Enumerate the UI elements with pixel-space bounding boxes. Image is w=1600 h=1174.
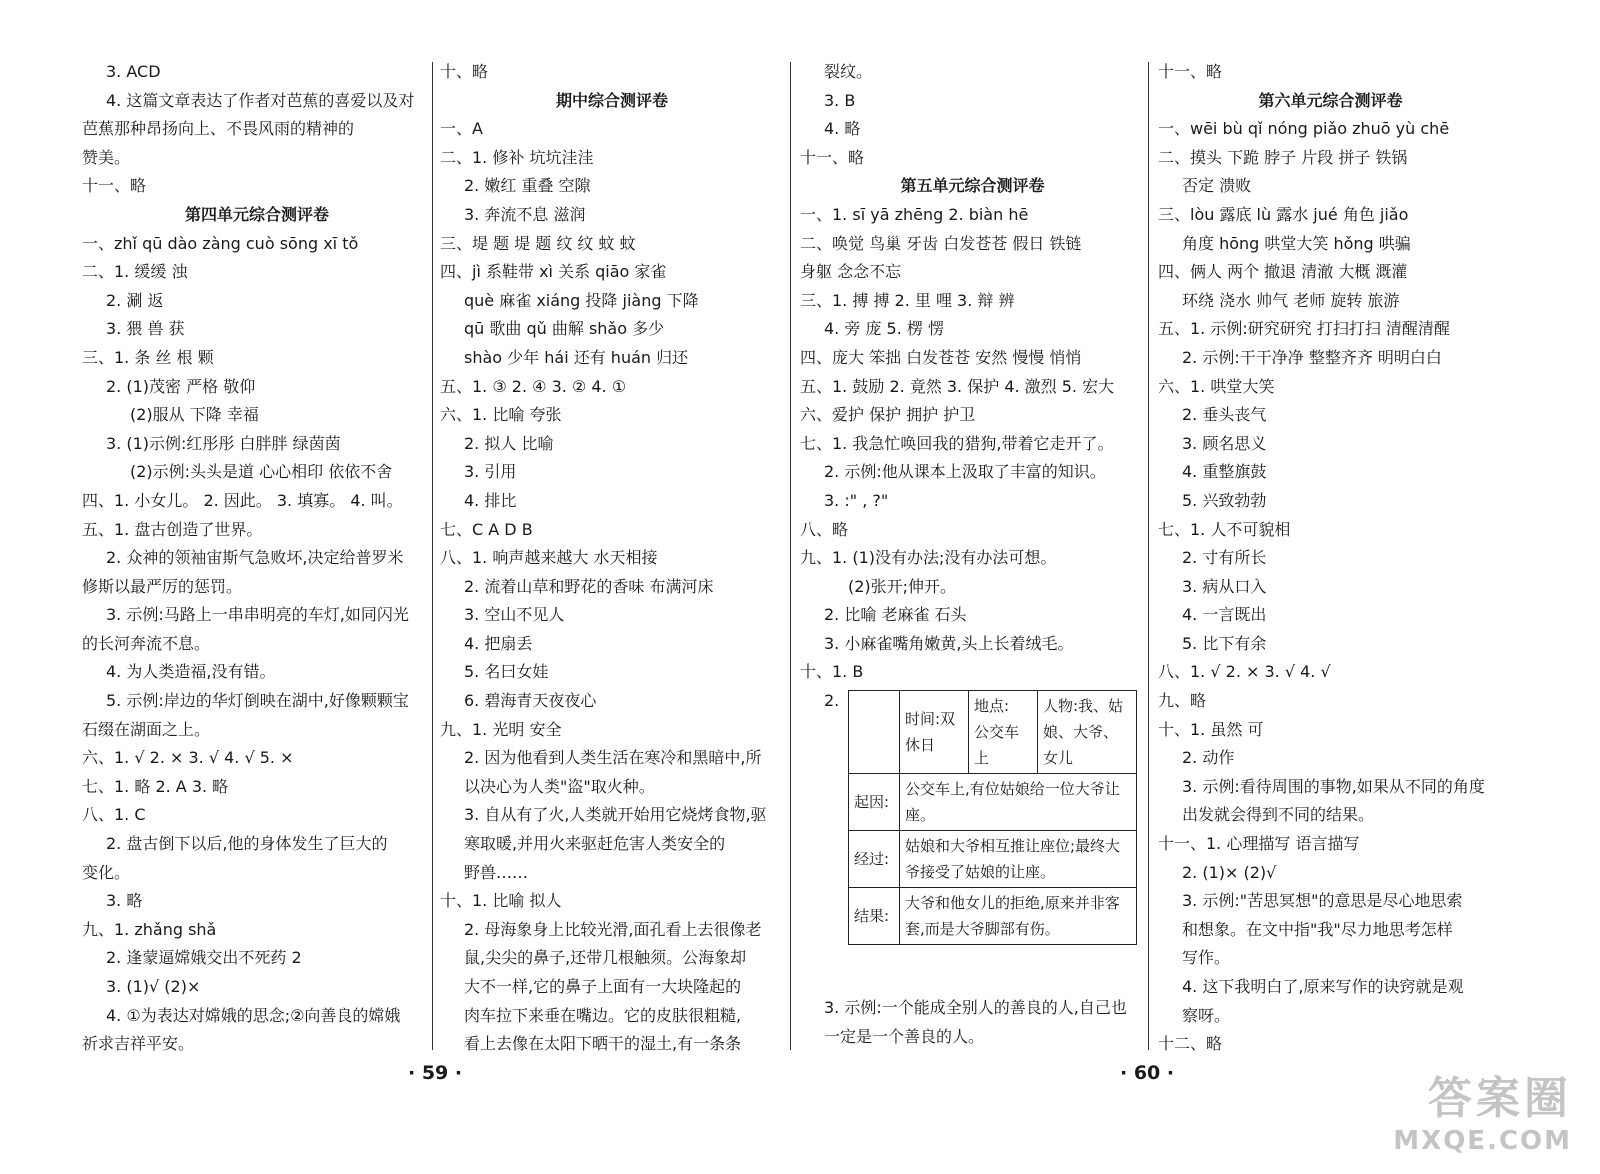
answer-line: 2. 逢蒙逼嫦娥交出不死药 2 xyxy=(106,948,302,968)
answer-line: 八、1. 响声越来越大 水天相接 xyxy=(440,548,658,568)
answer-line: 2. 流着山草和野花的香味 布满河床 xyxy=(464,576,714,596)
answer-line: 2. 嫩红 重叠 空隙 xyxy=(464,176,591,196)
answer-line: 八、1. √ 2. × 3. √ 4. √ xyxy=(1158,662,1331,682)
answer-line: 野兽…… xyxy=(464,862,529,882)
answer-line: 十、1. 虽然 可 xyxy=(1158,719,1264,739)
answer-line: 一、zhǐ qū dào zàng cuò sōng xī tǒ xyxy=(82,233,359,253)
answer-line: 环绕 浇水 帅气 老师 旋转 旅游 xyxy=(1182,290,1400,310)
answer-line: 4. 这下我明白了,原来写作的诀窍就是观 xyxy=(1182,977,1464,996)
answer-line: 七、1. 略 2. A 3. 略 xyxy=(82,776,229,796)
answer-line: 四、1. 小女儿。 2. 因此。 3. 填寡。 4. 叫。 xyxy=(82,490,403,510)
answer-line: 6. 碧海青天夜夜心 xyxy=(464,691,597,711)
answer-line: 裂纹。 xyxy=(824,62,873,81)
column-divider xyxy=(790,62,791,1050)
section-title: 第四单元综合测评卷 xyxy=(184,204,329,224)
answer-line: 六、爱护 保护 拥护 护卫 xyxy=(800,405,976,425)
answer-line: 4. 略 xyxy=(824,119,861,139)
answer-line: 九、1. zhǎng shǎ xyxy=(82,919,217,939)
answer-line: 2. xyxy=(824,691,840,711)
watermark-url: MXQE.COM xyxy=(1393,1126,1572,1156)
answer-line: 角度 hōng 哄堂大笑 hǒng 哄骗 xyxy=(1182,233,1411,253)
answer-line: 九、1. 光明 安全 xyxy=(440,719,562,739)
answer-line: 3. (1)√ (2)× xyxy=(106,977,201,996)
table-place-value: 公交车上 xyxy=(974,723,1020,767)
answer-line: 一定是一个善良的人。 xyxy=(824,1026,985,1046)
answer-line: 3. 小麻雀嘴角嫩黄,头上长着绒毛。 xyxy=(824,633,1074,653)
answer-line: 3. 病从口入 xyxy=(1182,576,1267,596)
answer-line: 修斯以最严厉的惩罚。 xyxy=(82,576,243,596)
column-divider xyxy=(1148,62,1149,1050)
table-result: 大爷和他女儿的拒绝,原来并非客套,而是大爷脚部有伤。 xyxy=(900,888,1137,945)
answer-line: 四、庞大 笨拙 白发苍苍 安然 慢慢 悄悄 xyxy=(800,347,1082,367)
answer-line: 芭蕉那种昂扬向上、不畏风雨的精神的 xyxy=(82,119,355,139)
table-result-label: 结果: xyxy=(849,888,900,945)
answer-line: 祈求吉祥平安。 xyxy=(82,1034,195,1054)
answer-line: 3. 顾名思义 xyxy=(1182,433,1267,453)
answer-line: 九、1. (1)没有办法;没有办法可想。 xyxy=(800,548,1057,568)
answer-line: 4. 重整旗鼓 xyxy=(1182,462,1267,482)
answer-line: (2)示例:头头是道 心心相印 依依不舍 xyxy=(130,462,393,482)
watermark xyxy=(1393,1062,1572,1156)
answer-line: 五、1. 鼓励 2. 竟然 3. 保护 4. 激烈 5. 宏大 xyxy=(800,376,1115,396)
answer-line: 3. :" , ?" xyxy=(824,490,889,510)
section-title: 第六单元综合测评卷 xyxy=(1258,90,1403,110)
answer-line: 5. 兴致勃勃 xyxy=(1182,490,1267,510)
answer-line: 4. 为人类造福,没有错。 xyxy=(106,662,276,682)
answer-line: 2. 示例:他从课本上汲取了丰富的知识。 xyxy=(824,462,1106,482)
answer-line: 和想象。在文中指"我"尽力地思考怎样 xyxy=(1182,919,1453,939)
answer-line: 3. B xyxy=(824,90,856,110)
column-3 xyxy=(800,58,1145,716)
answer-line: 十一、略 xyxy=(800,147,865,167)
answer-line: (2)服从 下降 幸福 xyxy=(130,405,259,425)
column-4 xyxy=(1158,58,1503,1059)
answer-line: qū 歌曲 qǔ 曲解 shǎo 多少 xyxy=(464,319,665,339)
answer-line: 写作。 xyxy=(1182,948,1231,968)
answer-line: 2. (1)茂密 严格 敬仰 xyxy=(106,376,256,396)
answer-line: 3. 猥 兽 获 xyxy=(106,319,185,339)
answer-line: 十一、略 xyxy=(1158,62,1223,81)
page-number-right: · 60 · xyxy=(1120,1062,1175,1084)
answer-line: 3. ACD xyxy=(106,62,161,81)
answer-line: 二、1. 缓缓 浊 xyxy=(82,262,188,282)
answer-line: 石缀在湖面之上。 xyxy=(82,719,211,739)
answer-line: 八、1. C xyxy=(82,805,146,825)
answer-line: 二、唤觉 鸟巢 牙齿 白发苍苍 假日 铁链 xyxy=(800,233,1082,253)
answer-line: 鼠,尖尖的鼻子,还带几根触须。公海象却 xyxy=(464,948,747,968)
answer-line: 3. 引用 xyxy=(464,462,517,482)
answer-line: 一、1. sī yā zhēng 2. biàn hē xyxy=(800,204,1029,224)
answer-line: 四、俩人 两个 撤退 清澈 大概 溉灌 xyxy=(1158,262,1408,282)
answer-line: shào 少年 hái 还有 huán 归还 xyxy=(464,347,689,367)
answer-line: 三、1. 搏 搏 2. 里 哩 3. 辩 辨 xyxy=(800,290,1015,310)
answer-line: 2. 因为他看到人类生活在寒冷和黑暗中,所 xyxy=(464,748,762,768)
table-time: 时间:双休日 xyxy=(900,691,969,774)
column-divider xyxy=(432,62,433,1050)
answer-line: 肉车拉下来垂在嘴边。它的皮肤很粗糙, xyxy=(464,1005,742,1025)
answer-line: 3. 示例:马路上一串串明亮的车灯,如同闪光 xyxy=(106,605,409,625)
answer-line: 的长河奔流不息。 xyxy=(82,633,211,653)
answer-line: 5. 示例:岸边的华灯倒映在湖中,好像颗颗宝 xyxy=(106,691,409,711)
answer-line: 看上去像在太阳下晒干的湿土,有一条条 xyxy=(464,1034,742,1054)
answer-line: 三、lòu 露底 lù 露水 jué 角色 jiǎo xyxy=(1158,204,1409,224)
page-number-left: · 59 · xyxy=(408,1062,463,1084)
answer-line: 2. 涮 返 xyxy=(106,290,164,310)
answer-line: 十二、略 xyxy=(1158,1034,1223,1054)
answer-line: 4. ①为表达对嫦娥的思念;②向善良的嫦娥 xyxy=(106,1005,401,1025)
answer-line: 出发就会得到不同的结果。 xyxy=(1182,805,1375,825)
answer-line: 二、1. 修补 坑坑洼洼 xyxy=(440,147,594,167)
answer-line: 寒取暖,并用火来驱赶危害人类安全的 xyxy=(464,834,726,854)
answer-line: 2. 示例:干干净净 整整齐齐 明明白白 xyxy=(1182,347,1442,367)
answer-line: 3. 奔流不息 滋润 xyxy=(464,204,586,224)
answer-line: 十、1. 比喻 拟人 xyxy=(440,891,562,911)
answer-line: 十一、1. 心理描写 语言描写 xyxy=(1158,834,1360,854)
answer-line: 六、1. √ 2. × 3. √ 4. √ 5. × xyxy=(82,748,294,768)
answer-line: 五、1. 盘古创造了世界。 xyxy=(82,519,263,539)
answer-line: 七、1. 我急忙唤回我的猎狗,带着它走开了。 xyxy=(800,433,1114,453)
answer-line: 察呀。 xyxy=(1182,1005,1231,1025)
answer-line: 5. 比下有余 xyxy=(1182,633,1267,653)
answer-line: 3. (1)示例:红彤彤 白胖胖 绿茵茵 xyxy=(106,433,341,453)
answer-line: 4. 旁 庞 5. 楞 愣 xyxy=(824,319,944,339)
table-cause-label: 起因: xyxy=(849,774,900,831)
answer-line: 5. 名曰女娃 xyxy=(464,662,549,682)
answer-line: 2. 众神的领袖宙斯气急败坏,决定给普罗米 xyxy=(106,548,404,568)
answer-line: què 麻雀 xiáng 投降 jiàng 下降 xyxy=(464,290,699,310)
answer-line: 七、C A D B xyxy=(440,519,533,539)
answer-line: 2. 垂头丧气 xyxy=(1182,405,1267,425)
table-process-label: 经过: xyxy=(849,831,900,888)
table-place xyxy=(969,691,1038,774)
section-title: 第五单元综合测评卷 xyxy=(900,176,1045,196)
answer-line: 2. 盘古倒下以后,他的身体发生了巨大的 xyxy=(106,834,388,854)
answer-line: 3. 示例:"苦思冥想"的意思是尽心地思索 xyxy=(1182,891,1463,911)
answer-line: 一、A xyxy=(440,119,483,139)
answer-line: 3. 示例:一个能成全别人的善良的人,自己也 xyxy=(824,998,1127,1017)
table-place-label: 地点: xyxy=(974,697,1010,715)
answer-line: 一、wēi bù qǐ nóng piǎo zhuō yù chē xyxy=(1158,119,1450,139)
answer-line: 五、1. ③ 2. ④ 3. ② 4. ① xyxy=(440,376,627,396)
answer-line: 六、1. 比喻 夸张 xyxy=(440,405,562,425)
answer-line: 三、1. 条 丝 根 颗 xyxy=(82,347,214,367)
answer-line: 大不一样,它的鼻子上面有一大块隆起的 xyxy=(464,977,742,996)
answer-line: 2. 寸有所长 xyxy=(1182,548,1267,568)
table-cause: 公交车上,有位姑娘给一位大爷让座。 xyxy=(900,774,1137,831)
column-3-bottom xyxy=(800,994,1145,1051)
answer-line: 2. 拟人 比喻 xyxy=(464,433,554,453)
answer-line: 4. 一言既出 xyxy=(1182,605,1267,625)
answer-line: 2. 动作 xyxy=(1182,748,1235,768)
answer-line: 4. 排比 xyxy=(464,490,517,510)
column-2 xyxy=(440,58,784,1059)
answer-line: 二、摸头 下跪 脖子 片段 拼子 铁锅 xyxy=(1158,147,1408,167)
answer-line: 2. 比喻 老麻雀 石头 xyxy=(824,605,967,625)
answer-line: 4. 把扇丢 xyxy=(464,633,533,653)
answer-line: 以决心为人类"盗"取火种。 xyxy=(464,776,655,796)
story-elements-table xyxy=(848,690,1137,945)
answer-line: 三、堤 题 堤 题 纹 纹 蚊 蚊 xyxy=(440,233,636,253)
answer-line: 3. 空山不见人 xyxy=(464,605,565,625)
answer-line: 赞美。 xyxy=(82,147,131,167)
answer-line: 十、1. B xyxy=(800,662,864,682)
section-title: 期中综合测评卷 xyxy=(555,90,668,110)
answer-line: 十一、略 xyxy=(82,176,147,196)
watermark-logo-text: 答案圈 xyxy=(1428,1073,1572,1124)
answer-line: 四、jì 系鞋带 xì 关系 qiāo 家雀 xyxy=(440,262,667,282)
answer-line: 九、略 xyxy=(1158,691,1207,711)
answer-line: 3. 自从有了火,人类就开始用它烧烤食物,驱 xyxy=(464,805,767,825)
answer-line: 十、略 xyxy=(440,62,489,81)
column-1 xyxy=(82,58,432,1059)
table-people: 人物:我、姑娘、大爷、女儿 xyxy=(1038,691,1137,774)
answer-line: 六、1. 哄堂大笑 xyxy=(1158,376,1275,396)
answer-line: 身躯 念念不忘 xyxy=(800,262,902,282)
answer-line: 4. 这篇文章表达了作者对芭蕉的喜爱以及对 xyxy=(106,90,415,110)
answer-line: 3. 略 xyxy=(106,891,143,911)
answer-line: 否定 溃败 xyxy=(1182,176,1252,196)
answer-line: 八、略 xyxy=(800,519,849,539)
table-process: 姑娘和大爷相互推让座位;最终大爷接受了姑娘的让座。 xyxy=(900,831,1137,888)
answer-line: (2)张开;伸开。 xyxy=(848,576,957,596)
answer-line: 3. 示例:看待周围的事物,如果从不同的角度 xyxy=(1182,776,1485,796)
answer-line: 2. 母海象身上比较光滑,面孔看上去很像老 xyxy=(464,919,762,939)
answer-line: 五、1. 示例:研究研究 打扫打扫 清醒清醒 xyxy=(1158,319,1450,339)
answer-line: 七、1. 人不可貌相 xyxy=(1158,519,1291,539)
answer-line: 2. (1)× (2)√ xyxy=(1182,862,1277,882)
answer-line: 变化。 xyxy=(82,862,131,882)
